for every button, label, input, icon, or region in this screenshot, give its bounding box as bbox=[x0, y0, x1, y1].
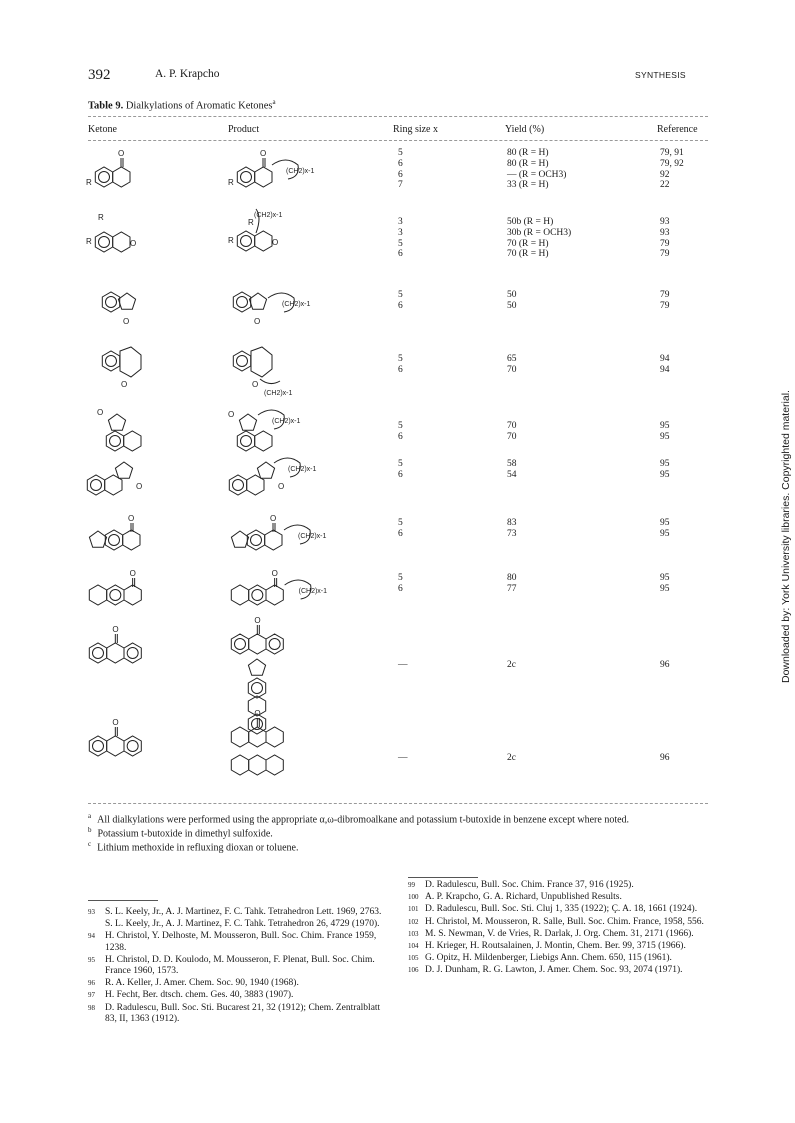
svg-text:O: O bbox=[128, 514, 135, 523]
row-4-ref: 94 94 bbox=[660, 354, 670, 375]
reference-number: 99 bbox=[408, 881, 415, 889]
ketone-7-structure bbox=[84, 510, 174, 555]
row-6-ref: 95 95 bbox=[660, 459, 670, 480]
row-4-yield: 65 70 bbox=[507, 354, 517, 375]
ketone-1-structure bbox=[84, 145, 164, 195]
col-product: Product bbox=[228, 124, 260, 135]
col-ketone: Ketone bbox=[88, 124, 117, 135]
reference-number: 100 bbox=[408, 893, 419, 902]
page-number: 392 bbox=[88, 67, 111, 83]
reference-number: 106 bbox=[408, 966, 419, 975]
svg-text:(CH2)x-1: (CH2)x-1 bbox=[264, 390, 293, 397]
row-6-yield: 58 54 bbox=[507, 459, 517, 480]
ketone-6-structure bbox=[84, 455, 164, 500]
reference-text: D. Radulescu, Bull. Soc. Sti. Cluj 1, 335 (1922); Ç. A. 18, 1661 (1924). bbox=[425, 904, 698, 915]
product-10-structure bbox=[226, 709, 316, 800]
svg-text:R: R bbox=[228, 236, 234, 245]
col-ring-size: Ring size x bbox=[393, 124, 438, 135]
reference-item bbox=[408, 929, 708, 940]
svg-text:O: O bbox=[118, 149, 125, 158]
reference-item bbox=[408, 917, 708, 928]
table-bottom-rule bbox=[88, 803, 708, 804]
footnote-b-mark: b bbox=[88, 826, 92, 834]
product-2-structure bbox=[226, 205, 336, 265]
reference-number: 105 bbox=[408, 954, 419, 963]
reference-text: H. Christol, D. D. Koulodo, M. Mousseron, F. Plenat, Bull. Soc. Chim. France 1960, 1573. bbox=[105, 954, 375, 977]
row-3-yield: 50 50 bbox=[507, 290, 517, 311]
svg-text:O: O bbox=[129, 569, 136, 578]
row-1-ring: 5 6 6 7 bbox=[398, 148, 403, 191]
download-notice: Downloaded by: York University libraries. Copyrighted material. bbox=[780, 390, 792, 683]
col-reference: Reference bbox=[657, 124, 698, 135]
svg-text:(CH2)x-1: (CH2)x-1 bbox=[288, 466, 317, 473]
svg-text:(CH2)x-1: (CH2)x-1 bbox=[272, 418, 301, 425]
svg-text:O: O bbox=[271, 569, 278, 578]
journal-name: SYNTHESIS bbox=[635, 70, 686, 80]
svg-text:O: O bbox=[254, 616, 261, 625]
svg-text:R: R bbox=[86, 237, 92, 246]
footnote-b-text: Potassium t-butoxide in dimethyl sulfoxide. bbox=[97, 828, 273, 840]
reference-number: 95 bbox=[88, 955, 95, 964]
reference-number: 104 bbox=[408, 942, 419, 951]
reference-text: R. A. Keller, J. Amer. Chem. Soc. 90, 1940 (1968). bbox=[105, 978, 299, 989]
row-10-ref: 96 bbox=[660, 753, 670, 763]
table-header-rule bbox=[88, 140, 708, 141]
reference-number: 93 bbox=[88, 908, 95, 916]
reference-number: 103 bbox=[408, 929, 419, 938]
reference-number: 101 bbox=[408, 905, 419, 914]
reference-item bbox=[88, 955, 388, 977]
row-3-ring: 5 6 bbox=[398, 290, 403, 311]
product-4-structure bbox=[226, 343, 336, 398]
reference-number: 102 bbox=[408, 917, 419, 926]
running-author: A. P. Krapcho bbox=[155, 68, 220, 80]
svg-text:R: R bbox=[86, 178, 92, 187]
table-label: Table 9. bbox=[88, 100, 124, 112]
ketone-5-structure bbox=[95, 405, 155, 455]
table-top-rule bbox=[88, 116, 708, 117]
svg-text:O: O bbox=[130, 239, 137, 248]
references-left-rule bbox=[88, 900, 158, 901]
footnote-c bbox=[88, 840, 298, 853]
reference-item bbox=[88, 919, 388, 930]
product-6-structure bbox=[226, 455, 346, 500]
svg-text:(CH2)x-1: (CH2)x-1 bbox=[298, 533, 327, 540]
row-7-ref: 95 95 bbox=[660, 518, 670, 539]
footnote-c-mark: c bbox=[88, 840, 92, 848]
references-left bbox=[88, 907, 388, 1026]
table-title-text: Dialkylations of Aromatic Ketones bbox=[125, 100, 273, 112]
row-2-yield: 50b (R = H) 30b (R = OCH3) 70 (R = H) 70 (R = H) bbox=[507, 217, 572, 260]
row-5-yield: 70 70 bbox=[507, 421, 517, 442]
reference-text: H. Krieger, H. Routsalainen, J. Montin, Chem. Ber. 99, 3715 (1966). bbox=[425, 941, 686, 952]
reference-item bbox=[408, 904, 708, 915]
ketone-8-structure bbox=[84, 565, 184, 610]
table-title-mark: a bbox=[272, 98, 276, 106]
svg-text:(CH2)x-1: (CH2)x-1 bbox=[286, 168, 315, 175]
svg-text:O: O bbox=[254, 317, 261, 326]
row-10-yield: 2c bbox=[507, 753, 516, 763]
reference-text: S. L. Keely, Jr., A. J. Martinez, F. C. Tahk. Tetrahedron 26, 4729 (1970). bbox=[105, 919, 380, 930]
row-1-yield: 80 (R = H) 80 (R = H) — (R = OCH3) 33 (R = H) bbox=[507, 148, 567, 191]
reference-text: H. Fecht, Ber. dtsch. chem. Ges. 40, 3883 (1907). bbox=[105, 990, 294, 1001]
product-5-structure bbox=[226, 405, 336, 455]
svg-text:R: R bbox=[98, 213, 104, 222]
reference-item bbox=[408, 953, 708, 964]
reference-text: A. P. Krapcho, G. A. Richard, Unpublished Results. bbox=[425, 892, 622, 903]
svg-text:O: O bbox=[136, 482, 143, 491]
reference-item bbox=[88, 907, 388, 918]
svg-text:O: O bbox=[112, 625, 119, 634]
reference-text: D. J. Dunham, R. G. Lawton, J. Amer. Chem. Soc. 93, 2074 (1971). bbox=[425, 965, 683, 976]
svg-text:O: O bbox=[97, 408, 104, 417]
reference-number: 98 bbox=[88, 1003, 95, 1012]
row-9-ref: 96 bbox=[660, 660, 670, 670]
row-5-ref: 95 95 bbox=[660, 421, 670, 442]
footnote-a-mark: a bbox=[88, 812, 92, 820]
ketone-9-structure bbox=[84, 625, 174, 670]
product-8-structure bbox=[226, 565, 366, 610]
row-9-ring: — bbox=[398, 660, 408, 670]
ketone-4-structure bbox=[95, 343, 155, 388]
reference-text: G. Opitz, H. Mildenberger, Liebigs Ann. Chem. 650, 115 (1961). bbox=[425, 953, 672, 964]
row-8-ring: 5 6 bbox=[398, 573, 403, 594]
reference-item bbox=[88, 1003, 388, 1025]
product-1-structure bbox=[226, 145, 356, 195]
reference-number: 96 bbox=[88, 979, 95, 988]
row-9-yield: 2c bbox=[507, 660, 516, 670]
row-1-ref: 79, 91 79, 92 92 22 bbox=[660, 148, 684, 191]
reference-item bbox=[408, 892, 708, 903]
footnote-a-text: All dialkylations were performed using the appropriate α,ω-dibromoalkane and potassium t-butoxide in benzene except where noted. bbox=[97, 814, 630, 826]
row-3-ref: 79 79 bbox=[660, 290, 670, 311]
col-yield: Yield (%) bbox=[505, 124, 545, 135]
svg-text:O: O bbox=[260, 149, 267, 158]
svg-text:O: O bbox=[112, 718, 119, 727]
svg-text:O: O bbox=[278, 482, 285, 491]
svg-text:(CH2)x-1: (CH2)x-1 bbox=[282, 301, 311, 308]
footnote-c-text: Lithium methoxide in refluxing dioxan or toluene. bbox=[97, 842, 299, 854]
footnote-b bbox=[88, 826, 273, 839]
product-3-structure bbox=[226, 282, 356, 327]
row-8-yield: 80 77 bbox=[507, 573, 517, 594]
row-7-ring: 5 6 bbox=[398, 518, 403, 539]
svg-text:O: O bbox=[270, 514, 277, 523]
reference-item bbox=[408, 880, 708, 891]
row-2-ref: 93 93 79 79 bbox=[660, 217, 670, 260]
reference-item bbox=[88, 978, 388, 989]
svg-text:(CH2)x-1: (CH2)x-1 bbox=[298, 588, 328, 595]
reference-text: H. Christol, M. Mousseron, R. Salle, Bull. Soc. Chim. France, 1958, 556. bbox=[425, 916, 704, 927]
svg-text:O: O bbox=[272, 238, 279, 247]
ketone-2-structure bbox=[84, 210, 164, 265]
footnote-a bbox=[88, 812, 629, 825]
row-10-ring: — bbox=[398, 753, 408, 763]
reference-item bbox=[88, 931, 388, 953]
row-7-yield: 83 73 bbox=[507, 518, 517, 539]
reference-item bbox=[88, 990, 388, 1001]
reference-number: 94 bbox=[88, 932, 95, 941]
reference-text: D. Radulescu, Bull. Soc. Chim. France 37, 916 (1925). bbox=[425, 880, 634, 890]
svg-text:R: R bbox=[228, 178, 234, 187]
svg-text:(CH2)x-1: (CH2)x-1 bbox=[254, 212, 283, 219]
reference-text: D. Radulescu, Bull. Soc. Sti. Bucarest 21, 32 (1912); Chem. Zentralblatt 83, II, 1363 (1912). bbox=[105, 1002, 381, 1024]
reference-text: S. L. Keely, Jr., A. J. Martinez, F. C. Tahk. Tetrahedron Lett. 1969, 2763. bbox=[105, 907, 382, 917]
svg-text:O: O bbox=[123, 317, 130, 326]
svg-text:O: O bbox=[254, 709, 261, 718]
row-8-ref: 95 95 bbox=[660, 573, 670, 594]
svg-text:O: O bbox=[228, 410, 235, 419]
product-7-structure bbox=[226, 510, 366, 555]
references-right-rule bbox=[408, 877, 478, 878]
row-6-ring: 5 6 bbox=[398, 459, 403, 480]
reference-text: H. Christol, Y. Delhoste, M. Mousseron, Bull. Soc. Chim. France 1959, 1238. bbox=[105, 931, 377, 953]
row-4-ring: 5 6 bbox=[398, 354, 403, 375]
reference-item bbox=[408, 965, 708, 976]
svg-text:O: O bbox=[121, 380, 128, 389]
references-right bbox=[408, 880, 708, 978]
row-2-ring: 3 3 5 6 bbox=[398, 217, 403, 260]
svg-text:R: R bbox=[248, 218, 254, 227]
reference-item bbox=[408, 941, 708, 952]
row-5-ring: 5 6 bbox=[398, 421, 403, 442]
reference-text: M. S. Newman, V. de Vries, R. Darlak, J. Org. Chem. 31, 2171 (1966). bbox=[425, 928, 694, 939]
reference-number: 97 bbox=[88, 991, 95, 1000]
table-title bbox=[88, 98, 276, 112]
svg-text:O: O bbox=[252, 380, 259, 389]
ketone-10-structure bbox=[84, 718, 174, 763]
ketone-3-structure bbox=[95, 282, 155, 327]
